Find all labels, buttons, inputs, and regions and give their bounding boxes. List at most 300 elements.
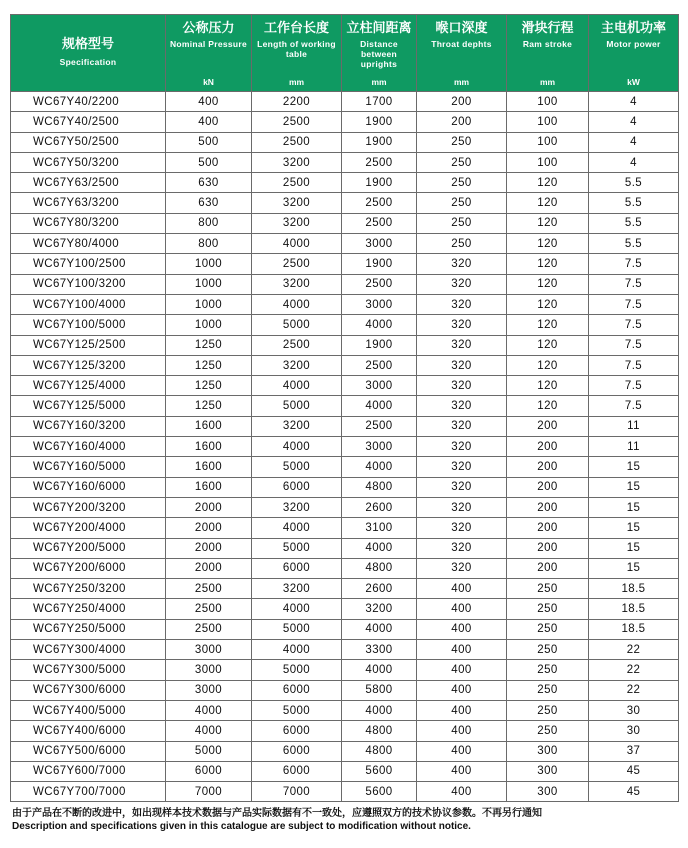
value-cell: 630 xyxy=(166,173,252,193)
value-cell: 3000 xyxy=(166,680,252,700)
value-cell: 500 xyxy=(166,152,252,172)
table-row xyxy=(11,721,679,741)
header-cn-label: 工作台长度 xyxy=(263,20,329,35)
value-cell: 400 xyxy=(417,579,507,599)
value-cell: 1250 xyxy=(166,335,252,355)
value-cell: 7.5 xyxy=(589,294,679,314)
model-cell: WC67Y63/2500 xyxy=(11,173,166,193)
value-cell: 400 xyxy=(417,640,507,660)
value-cell: 7.5 xyxy=(589,396,679,416)
value-cell: 2500 xyxy=(252,254,342,274)
header-en-label: Ram stroke xyxy=(522,39,573,49)
value-cell: 200 xyxy=(507,437,589,457)
value-cell: 4800 xyxy=(342,477,417,497)
value-cell: 18.5 xyxy=(589,579,679,599)
value-cell: 120 xyxy=(507,335,589,355)
value-cell: 200 xyxy=(507,497,589,517)
value-cell: 120 xyxy=(507,294,589,314)
table-row xyxy=(11,497,679,517)
value-cell: 120 xyxy=(507,355,589,375)
value-cell: 4 xyxy=(589,92,679,112)
value-cell: 7000 xyxy=(166,782,252,802)
header-unit: mm xyxy=(453,77,470,87)
value-cell: 5.5 xyxy=(589,234,679,254)
value-cell: 7000 xyxy=(252,782,342,802)
column-header-1 xyxy=(166,15,252,92)
table-row xyxy=(11,538,679,558)
value-cell: 1900 xyxy=(342,335,417,355)
value-cell: 4000 xyxy=(342,660,417,680)
value-cell: 3000 xyxy=(342,437,417,457)
value-cell: 3200 xyxy=(252,152,342,172)
value-cell: 4000 xyxy=(342,315,417,335)
value-cell: 320 xyxy=(417,315,507,335)
value-cell: 100 xyxy=(507,152,589,172)
model-cell: WC67Y300/5000 xyxy=(11,660,166,680)
value-cell: 250 xyxy=(507,579,589,599)
header-en-label: Distance between uprights xyxy=(360,39,398,69)
value-cell: 2000 xyxy=(166,518,252,538)
value-cell: 1700 xyxy=(342,92,417,112)
value-cell: 15 xyxy=(589,457,679,477)
model-cell: WC67Y125/5000 xyxy=(11,396,166,416)
column-header-6 xyxy=(589,15,679,92)
value-cell: 5000 xyxy=(252,660,342,680)
value-cell: 200 xyxy=(507,457,589,477)
model-cell: WC67Y50/2500 xyxy=(11,132,166,152)
header-unit: mm xyxy=(539,77,556,87)
table-row xyxy=(11,761,679,781)
header-cn-label: 公称压力 xyxy=(182,20,235,35)
value-cell: 3000 xyxy=(166,640,252,660)
model-cell: WC67Y100/5000 xyxy=(11,315,166,335)
table-row xyxy=(11,619,679,639)
value-cell: 200 xyxy=(507,416,589,436)
table-row xyxy=(11,193,679,213)
table-row xyxy=(11,376,679,396)
header-cn-label: 喉口深度 xyxy=(435,20,488,35)
value-cell: 250 xyxy=(417,152,507,172)
value-cell: 4000 xyxy=(252,599,342,619)
table-row xyxy=(11,660,679,680)
value-cell: 200 xyxy=(417,92,507,112)
model-cell: WC67Y125/2500 xyxy=(11,335,166,355)
value-cell: 3000 xyxy=(342,376,417,396)
model-cell: WC67Y100/3200 xyxy=(11,274,166,294)
table-row xyxy=(11,234,679,254)
value-cell: 250 xyxy=(507,599,589,619)
value-cell: 3100 xyxy=(342,518,417,538)
table-row xyxy=(11,477,679,497)
value-cell: 120 xyxy=(507,193,589,213)
value-cell: 1250 xyxy=(166,396,252,416)
table-row xyxy=(11,416,679,436)
table-row xyxy=(11,457,679,477)
value-cell: 4000 xyxy=(342,700,417,720)
value-cell: 4000 xyxy=(252,640,342,660)
value-cell: 3000 xyxy=(342,234,417,254)
model-cell: WC67Y125/3200 xyxy=(11,355,166,375)
value-cell: 250 xyxy=(417,234,507,254)
value-cell: 5000 xyxy=(252,396,342,416)
header-cn-label: 立柱间距离 xyxy=(346,20,412,35)
value-cell: 4800 xyxy=(342,741,417,761)
value-cell: 2500 xyxy=(166,579,252,599)
value-cell: 3200 xyxy=(252,193,342,213)
value-cell: 320 xyxy=(417,294,507,314)
table-row xyxy=(11,315,679,335)
value-cell: 400 xyxy=(417,680,507,700)
table-row xyxy=(11,112,679,132)
value-cell: 5800 xyxy=(342,680,417,700)
value-cell: 6000 xyxy=(252,477,342,497)
table-row xyxy=(11,132,679,152)
value-cell: 400 xyxy=(417,619,507,639)
value-cell: 1600 xyxy=(166,437,252,457)
value-cell: 2500 xyxy=(252,112,342,132)
value-cell: 320 xyxy=(417,477,507,497)
value-cell: 1600 xyxy=(166,416,252,436)
value-cell: 4 xyxy=(589,152,679,172)
value-cell: 320 xyxy=(417,254,507,274)
value-cell: 2500 xyxy=(166,619,252,639)
value-cell: 3000 xyxy=(166,660,252,680)
table-row xyxy=(11,741,679,761)
value-cell: 2500 xyxy=(252,132,342,152)
value-cell: 1250 xyxy=(166,376,252,396)
model-cell: WC67Y200/6000 xyxy=(11,558,166,578)
model-cell: WC67Y160/3200 xyxy=(11,416,166,436)
value-cell: 250 xyxy=(507,721,589,741)
value-cell: 30 xyxy=(589,721,679,741)
value-cell: 7.5 xyxy=(589,355,679,375)
value-cell: 6000 xyxy=(252,558,342,578)
model-cell: WC67Y100/2500 xyxy=(11,254,166,274)
value-cell: 7.5 xyxy=(589,274,679,294)
value-cell: 3200 xyxy=(342,599,417,619)
table-row xyxy=(11,396,679,416)
value-cell: 320 xyxy=(417,558,507,578)
table-row xyxy=(11,437,679,457)
value-cell: 15 xyxy=(589,558,679,578)
value-cell: 7.5 xyxy=(589,376,679,396)
value-cell: 4800 xyxy=(342,558,417,578)
value-cell: 15 xyxy=(589,538,679,558)
value-cell: 400 xyxy=(417,660,507,680)
table-row xyxy=(11,254,679,274)
header-cn-label: 规格型号 xyxy=(61,36,114,51)
table-row xyxy=(11,335,679,355)
value-cell: 3200 xyxy=(252,274,342,294)
value-cell: 320 xyxy=(417,497,507,517)
value-cell: 500 xyxy=(166,132,252,152)
table-row xyxy=(11,213,679,233)
value-cell: 2600 xyxy=(342,579,417,599)
value-cell: 1600 xyxy=(166,477,252,497)
footnote-english: Description and specifications given in this catalogue are subject to modification without notice. xyxy=(12,821,471,832)
value-cell: 2500 xyxy=(342,416,417,436)
spec-table-header xyxy=(11,15,679,92)
value-cell: 320 xyxy=(417,376,507,396)
value-cell: 120 xyxy=(507,234,589,254)
value-cell: 15 xyxy=(589,518,679,538)
value-cell: 45 xyxy=(589,761,679,781)
value-cell: 320 xyxy=(417,457,507,477)
value-cell: 2500 xyxy=(166,599,252,619)
value-cell: 6000 xyxy=(252,721,342,741)
column-header-3 xyxy=(342,15,417,92)
value-cell: 400 xyxy=(417,700,507,720)
value-cell: 120 xyxy=(507,254,589,274)
value-cell: 5000 xyxy=(252,315,342,335)
value-cell: 4000 xyxy=(166,721,252,741)
value-cell: 3000 xyxy=(342,294,417,314)
value-cell: 250 xyxy=(417,193,507,213)
value-cell: 4 xyxy=(589,112,679,132)
value-cell: 6000 xyxy=(252,680,342,700)
model-cell: WC67Y63/3200 xyxy=(11,193,166,213)
model-cell: WC67Y80/4000 xyxy=(11,234,166,254)
value-cell: 4000 xyxy=(252,376,342,396)
value-cell: 100 xyxy=(507,112,589,132)
model-cell: WC67Y600/7000 xyxy=(11,761,166,781)
table-row xyxy=(11,782,679,802)
value-cell: 4 xyxy=(589,132,679,152)
value-cell: 3300 xyxy=(342,640,417,660)
value-cell: 7.5 xyxy=(589,315,679,335)
model-cell: WC67Y400/6000 xyxy=(11,721,166,741)
table-row xyxy=(11,558,679,578)
value-cell: 6000 xyxy=(166,761,252,781)
model-cell: WC67Y200/5000 xyxy=(11,538,166,558)
value-cell: 5000 xyxy=(252,700,342,720)
model-cell: WC67Y160/5000 xyxy=(11,457,166,477)
value-cell: 1250 xyxy=(166,355,252,375)
value-cell: 4000 xyxy=(342,457,417,477)
value-cell: 3200 xyxy=(252,355,342,375)
model-cell: WC67Y40/2500 xyxy=(11,112,166,132)
value-cell: 30 xyxy=(589,700,679,720)
value-cell: 2000 xyxy=(166,497,252,517)
value-cell: 320 xyxy=(417,538,507,558)
value-cell: 200 xyxy=(417,112,507,132)
header-en-label: Throat dephts xyxy=(431,39,492,49)
value-cell: 22 xyxy=(589,660,679,680)
value-cell: 250 xyxy=(507,700,589,720)
model-cell: WC67Y125/4000 xyxy=(11,376,166,396)
value-cell: 1000 xyxy=(166,294,252,314)
value-cell: 2500 xyxy=(342,152,417,172)
spec-table-body xyxy=(11,92,679,802)
value-cell: 400 xyxy=(417,599,507,619)
header-en-label: Specification xyxy=(59,57,117,67)
value-cell: 2500 xyxy=(342,213,417,233)
value-cell: 1900 xyxy=(342,132,417,152)
header-cn-label: 主电机功率 xyxy=(600,20,666,35)
value-cell: 200 xyxy=(507,477,589,497)
value-cell: 1600 xyxy=(166,457,252,477)
value-cell: 320 xyxy=(417,396,507,416)
value-cell: 400 xyxy=(417,782,507,802)
table-row xyxy=(11,640,679,660)
value-cell: 4000 xyxy=(252,294,342,314)
value-cell: 3200 xyxy=(252,579,342,599)
table-row xyxy=(11,294,679,314)
table-row xyxy=(11,355,679,375)
header-cn-label: 滑块行程 xyxy=(521,20,574,35)
value-cell: 2600 xyxy=(342,497,417,517)
table-row xyxy=(11,700,679,720)
value-cell: 5600 xyxy=(342,782,417,802)
value-cell: 11 xyxy=(589,437,679,457)
value-cell: 5.5 xyxy=(589,213,679,233)
value-cell: 120 xyxy=(507,315,589,335)
model-cell: WC67Y160/6000 xyxy=(11,477,166,497)
value-cell: 6000 xyxy=(252,761,342,781)
value-cell: 200 xyxy=(507,558,589,578)
value-cell: 250 xyxy=(507,640,589,660)
value-cell: 4000 xyxy=(252,437,342,457)
footnotes xyxy=(12,807,678,833)
value-cell: 4000 xyxy=(342,619,417,639)
model-cell: WC67Y200/4000 xyxy=(11,518,166,538)
value-cell: 2000 xyxy=(166,558,252,578)
header-unit: kW xyxy=(627,77,640,87)
value-cell: 320 xyxy=(417,437,507,457)
value-cell: 100 xyxy=(507,92,589,112)
value-cell: 250 xyxy=(507,619,589,639)
model-cell: WC67Y300/4000 xyxy=(11,640,166,660)
value-cell: 100 xyxy=(507,132,589,152)
value-cell: 1000 xyxy=(166,254,252,274)
model-cell: WC67Y200/3200 xyxy=(11,497,166,517)
value-cell: 200 xyxy=(507,538,589,558)
header-unit: mm xyxy=(288,77,305,87)
value-cell: 320 xyxy=(417,518,507,538)
model-cell: WC67Y100/4000 xyxy=(11,294,166,314)
model-cell: WC67Y250/3200 xyxy=(11,579,166,599)
value-cell: 120 xyxy=(507,376,589,396)
value-cell: 4000 xyxy=(342,396,417,416)
header-unit: kN xyxy=(203,77,214,87)
table-row xyxy=(11,579,679,599)
value-cell: 120 xyxy=(507,173,589,193)
value-cell: 7.5 xyxy=(589,335,679,355)
value-cell: 4000 xyxy=(252,518,342,538)
value-cell: 4000 xyxy=(252,234,342,254)
table-row xyxy=(11,599,679,619)
value-cell: 320 xyxy=(417,416,507,436)
value-cell: 800 xyxy=(166,234,252,254)
value-cell: 2500 xyxy=(342,193,417,213)
value-cell: 120 xyxy=(507,274,589,294)
table-row xyxy=(11,680,679,700)
value-cell: 45 xyxy=(589,782,679,802)
value-cell: 400 xyxy=(166,92,252,112)
model-cell: WC67Y160/4000 xyxy=(11,437,166,457)
value-cell: 800 xyxy=(166,213,252,233)
value-cell: 2500 xyxy=(342,274,417,294)
value-cell: 5.5 xyxy=(589,173,679,193)
value-cell: 300 xyxy=(507,782,589,802)
value-cell: 630 xyxy=(166,193,252,213)
value-cell: 15 xyxy=(589,477,679,497)
value-cell: 400 xyxy=(417,721,507,741)
value-cell: 2000 xyxy=(166,538,252,558)
table-row xyxy=(11,173,679,193)
value-cell: 1000 xyxy=(166,315,252,335)
column-header-5 xyxy=(507,15,589,92)
value-cell: 5000 xyxy=(252,538,342,558)
header-row xyxy=(11,15,679,92)
value-cell: 5000 xyxy=(166,741,252,761)
value-cell: 15 xyxy=(589,497,679,517)
value-cell: 3200 xyxy=(252,213,342,233)
model-cell: WC67Y700/7000 xyxy=(11,782,166,802)
model-cell: WC67Y250/4000 xyxy=(11,599,166,619)
value-cell: 11 xyxy=(589,416,679,436)
value-cell: 5600 xyxy=(342,761,417,781)
value-cell: 3200 xyxy=(252,416,342,436)
value-cell: 7.5 xyxy=(589,254,679,274)
value-cell: 6000 xyxy=(252,741,342,761)
value-cell: 18.5 xyxy=(589,599,679,619)
model-cell: WC67Y80/3200 xyxy=(11,213,166,233)
model-cell: WC67Y40/2200 xyxy=(11,92,166,112)
value-cell: 250 xyxy=(417,132,507,152)
value-cell: 22 xyxy=(589,680,679,700)
value-cell: 5.5 xyxy=(589,193,679,213)
value-cell: 400 xyxy=(417,741,507,761)
value-cell: 320 xyxy=(417,355,507,375)
footnote-chinese: 由于产品在不断的改进中，如出现样本技术数据与产品实际数据有不一致处，应遵照双方的技术协议参数。不再另行通知 xyxy=(12,808,542,819)
value-cell: 18.5 xyxy=(589,619,679,639)
header-en-label: Nominal Pressure xyxy=(169,39,248,49)
value-cell: 2500 xyxy=(342,355,417,375)
table-row xyxy=(11,518,679,538)
value-cell: 250 xyxy=(417,173,507,193)
value-cell: 250 xyxy=(507,660,589,680)
value-cell: 3200 xyxy=(252,497,342,517)
value-cell: 1900 xyxy=(342,254,417,274)
model-cell: WC67Y500/6000 xyxy=(11,741,166,761)
value-cell: 4000 xyxy=(342,538,417,558)
value-cell: 1900 xyxy=(342,112,417,132)
column-header-4 xyxy=(417,15,507,92)
model-cell: WC67Y300/6000 xyxy=(11,680,166,700)
value-cell: 2200 xyxy=(252,92,342,112)
value-cell: 1000 xyxy=(166,274,252,294)
value-cell: 5000 xyxy=(252,619,342,639)
table-row xyxy=(11,274,679,294)
value-cell: 2500 xyxy=(252,173,342,193)
value-cell: 2500 xyxy=(252,335,342,355)
value-cell: 1900 xyxy=(342,173,417,193)
header-en-label: Motor power xyxy=(606,39,661,49)
value-cell: 250 xyxy=(507,680,589,700)
value-cell: 320 xyxy=(417,274,507,294)
value-cell: 250 xyxy=(417,213,507,233)
value-cell: 200 xyxy=(507,518,589,538)
value-cell: 4800 xyxy=(342,721,417,741)
value-cell: 4000 xyxy=(166,700,252,720)
model-cell: WC67Y400/5000 xyxy=(11,700,166,720)
model-cell: WC67Y50/3200 xyxy=(11,152,166,172)
header-unit: mm xyxy=(371,77,387,87)
value-cell: 300 xyxy=(507,741,589,761)
table-row xyxy=(11,152,679,172)
spec-table xyxy=(10,14,679,802)
